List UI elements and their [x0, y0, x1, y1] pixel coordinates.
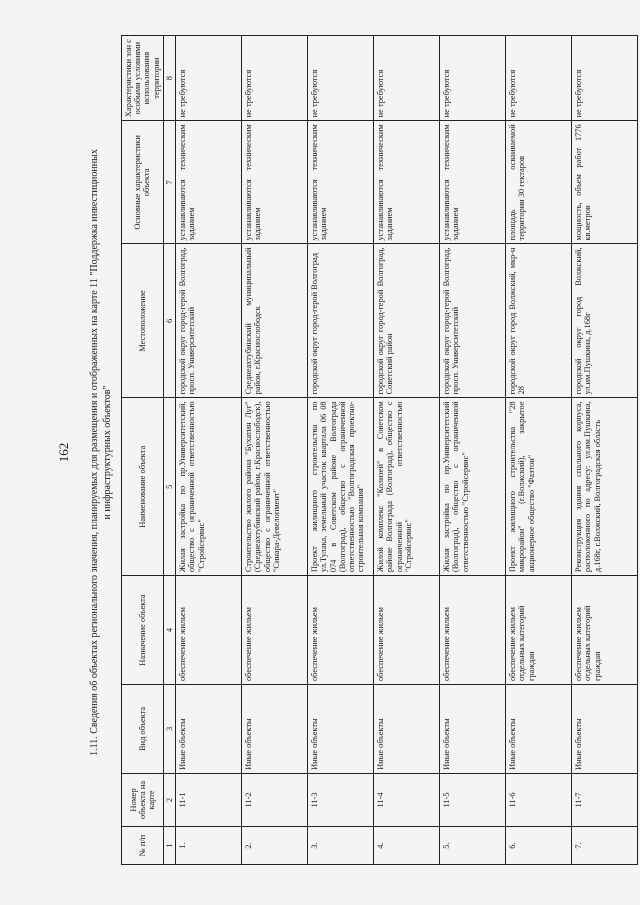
object-name: Проект жилищного строительства "28 микрорайон" (г.Волжский), закрытое акционерное общество "Фаэтон"	[506, 398, 572, 576]
map-object-code: 11-2	[242, 773, 308, 826]
column-number-row	[163, 36, 175, 865]
object-type: Иные объекты	[176, 685, 242, 774]
header-cell: № п/п	[122, 827, 164, 865]
table-row	[308, 36, 374, 865]
object-purpose: обеспечение жильем	[242, 576, 308, 685]
object-purpose: обеспечение жильем отдельных категорий граждан	[572, 576, 638, 685]
column-number: 7	[163, 121, 175, 244]
object-type: Иные объекты	[374, 685, 440, 774]
table-row	[242, 36, 308, 865]
table-row	[440, 36, 506, 865]
row-number: 7.	[572, 827, 638, 865]
object-characteristics: устанавливаются техническим заданием	[176, 121, 242, 244]
map-object-code: 11-4	[374, 773, 440, 826]
column-number: 8	[163, 36, 175, 121]
object-purpose: обеспечение жильем	[308, 576, 374, 685]
object-location: Среднеахтубинский муниципальный район, г.Краснослободск	[242, 244, 308, 398]
header-cell: Местоположение	[122, 244, 164, 398]
object-purpose: обеспечение жильем	[374, 576, 440, 685]
row-number: 4.	[374, 827, 440, 865]
table-row	[374, 36, 440, 865]
object-purpose: обеспечение жильем отдельных категорий граждан	[506, 576, 572, 685]
objects-table	[121, 35, 638, 865]
object-characteristics: устанавливаются техническим заданием	[440, 121, 506, 244]
column-number: 6	[163, 244, 175, 398]
object-location: городской округ город-герой Волгоград, Советский район	[374, 244, 440, 398]
header-cell: Назначение объекта	[122, 576, 164, 685]
row-number: 1.	[176, 827, 242, 865]
column-number: 5	[163, 398, 175, 576]
object-type: Иные объекты	[242, 685, 308, 774]
object-location: городской округ город-герой Волгоград	[308, 244, 374, 398]
object-characteristics: устанавливаются техническим заданием	[374, 121, 440, 244]
object-type: Иные объекты	[506, 685, 572, 774]
column-number: 2	[163, 773, 175, 826]
map-object-code: 11-6	[506, 773, 572, 826]
object-type: Иные объекты	[440, 685, 506, 774]
object-location: городской округ город Волжский, ул.им.Пушкина, д.168г	[572, 244, 638, 398]
object-name: Жилой комплекс "Колизей" в Советском районе Волгограда (Волгоград), общество с ограниченной ответственностью "Стройсервис"	[374, 398, 440, 576]
object-characteristics: устанавливаются техническим заданием	[308, 121, 374, 244]
object-name: Строительство жилого района "Бухатин Луг" (Среднеахтубинский район, г.Краснослободск), общество с ограниченной ответственностью "Синара-Девелопмент"	[242, 398, 308, 576]
object-purpose: обеспечение жильем	[440, 576, 506, 685]
zone-characteristics: не требуются	[506, 36, 572, 121]
zone-characteristics: не требуются	[572, 36, 638, 121]
header-cell: Вид объекта	[122, 685, 164, 774]
table-row	[506, 36, 572, 865]
header-cell: Основные характеристики объекта	[122, 121, 164, 244]
header-cell: Номер объекта на карте	[122, 773, 164, 826]
object-location: городской округ город-герой Волгоград, просп. Университетский	[440, 244, 506, 398]
object-name: Реконструкция здания спального корпуса, расположенного по адресу: ул.им.Пушкина, д.168г, г.Волжский, Волгоградская область	[572, 398, 638, 576]
section-heading-line-1: 1.11. Сведения об объектах регионального значения, планируемых для размещения и отображенных на карте 11 "Поддержка инвестиционных	[89, 149, 100, 756]
object-type: Иные объекты	[308, 685, 374, 774]
zone-characteristics: не требуются	[176, 36, 242, 121]
section-heading	[88, 0, 114, 905]
row-number: 2.	[242, 827, 308, 865]
object-name: Жилая застройка по пр.Университетский (Волгоград), общество с ограниченной ответственностью "Стройсервис"	[440, 398, 506, 576]
column-number: 3	[163, 685, 175, 774]
zone-characteristics: не требуются	[440, 36, 506, 121]
header-cell: Характеристики зон с особыми условиями использования территории	[122, 36, 164, 121]
object-name: Проект жилищного строительства по ул.Тулака, земельный участок квартала 06 08 074 в Советском районе Волгограда (Волгоград), общество с ограниченной ответственностью "Волгоградская проектно-строительная компания"	[308, 398, 374, 576]
table-header-row	[122, 36, 164, 865]
map-object-code: 11-3	[308, 773, 374, 826]
object-characteristics: площадь осваиваемой территории 30 гектаров	[506, 121, 572, 244]
object-type: Иные объекты	[572, 685, 638, 774]
object-characteristics: мощность, объем работ 1776 кв.метров	[572, 121, 638, 244]
row-number: 6.	[506, 827, 572, 865]
table-row	[176, 36, 242, 865]
object-location: городской округ город-герой Волгоград, просп. Университетский	[176, 244, 242, 398]
row-number: 5.	[440, 827, 506, 865]
zone-characteristics: не требуются	[374, 36, 440, 121]
zone-characteristics: не требуются	[242, 36, 308, 121]
map-object-code: 11-1	[176, 773, 242, 826]
column-number: 4	[163, 576, 175, 685]
object-characteristics: устанавливаются техническим заданием	[242, 121, 308, 244]
object-name: Жилая застройка по пр.Университетский, общество с ограниченной ответственностью "Стройсервис"	[176, 398, 242, 576]
header-cell: Наименование объекта	[122, 398, 164, 576]
column-number: 1	[163, 827, 175, 865]
map-object-code: 11-5	[440, 773, 506, 826]
map-object-code: 11-7	[572, 773, 638, 826]
table-row	[572, 36, 638, 865]
zone-characteristics: не требуются	[308, 36, 374, 121]
section-heading-line-2: и инфраструктурных объектов"	[102, 385, 113, 520]
page-number: 162	[56, 442, 71, 463]
row-number: 3.	[308, 827, 374, 865]
object-purpose: обеспечение жильем	[176, 576, 242, 685]
object-location: городской округ город Волжский, мкр-н 28	[506, 244, 572, 398]
